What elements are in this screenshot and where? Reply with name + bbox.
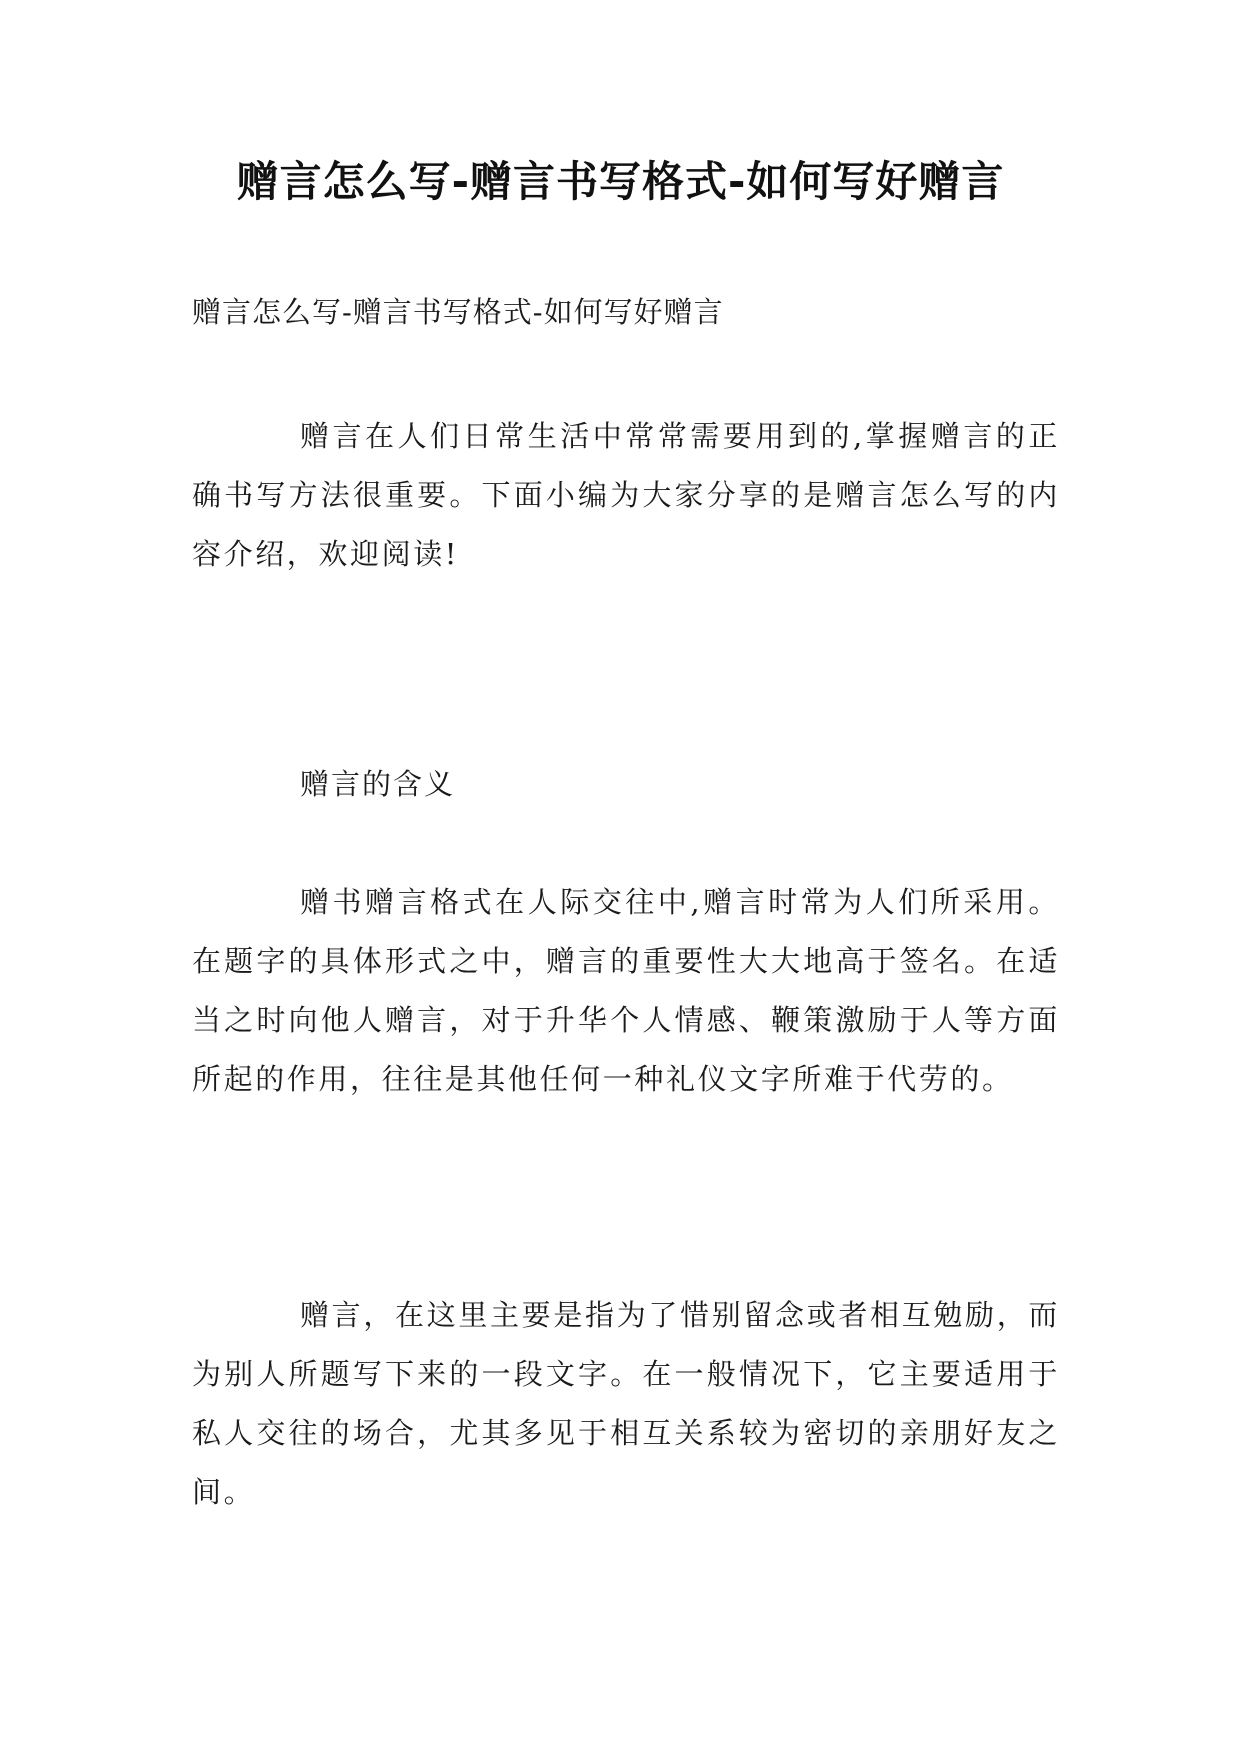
section-paragraph-1: 赠书赠言格式在人际交往中,赠言时常为人们所采用。在题字的具体形式之中，赠言的重要性大大地高于签名。在适当之时向他人赠言，对于升华个人情感、鞭策激励于人等方面所起的作用，往往是其他任何一种礼仪文字所难于代劳的。 — [192, 885, 1060, 1096]
section-heading: 赠言的含义 — [300, 767, 456, 801]
intro-paragraph: 赠言在人们日常生活中常常需要用到的,掌握赠言的正确书写方法很重要。下面小编为大家分享的是赠言怎么写的内容介绍，欢迎阅读! — [192, 419, 1060, 571]
document-title: 赠言怎么写-赠言书写格式-如何写好赠言 — [236, 157, 1005, 206]
section-paragraph-2: 赠言，在这里主要是指为了惜别留念或者相互勉励，而为别人所题写下来的一段文字。在一般情况下，它主要适用于私人交往的场合，尤其多见于相互关系较为密切的亲朋好友之间。 — [192, 1298, 1060, 1509]
document-subtitle: 赠言怎么写-赠言书写格式-如何写好赠言 — [192, 295, 724, 329]
